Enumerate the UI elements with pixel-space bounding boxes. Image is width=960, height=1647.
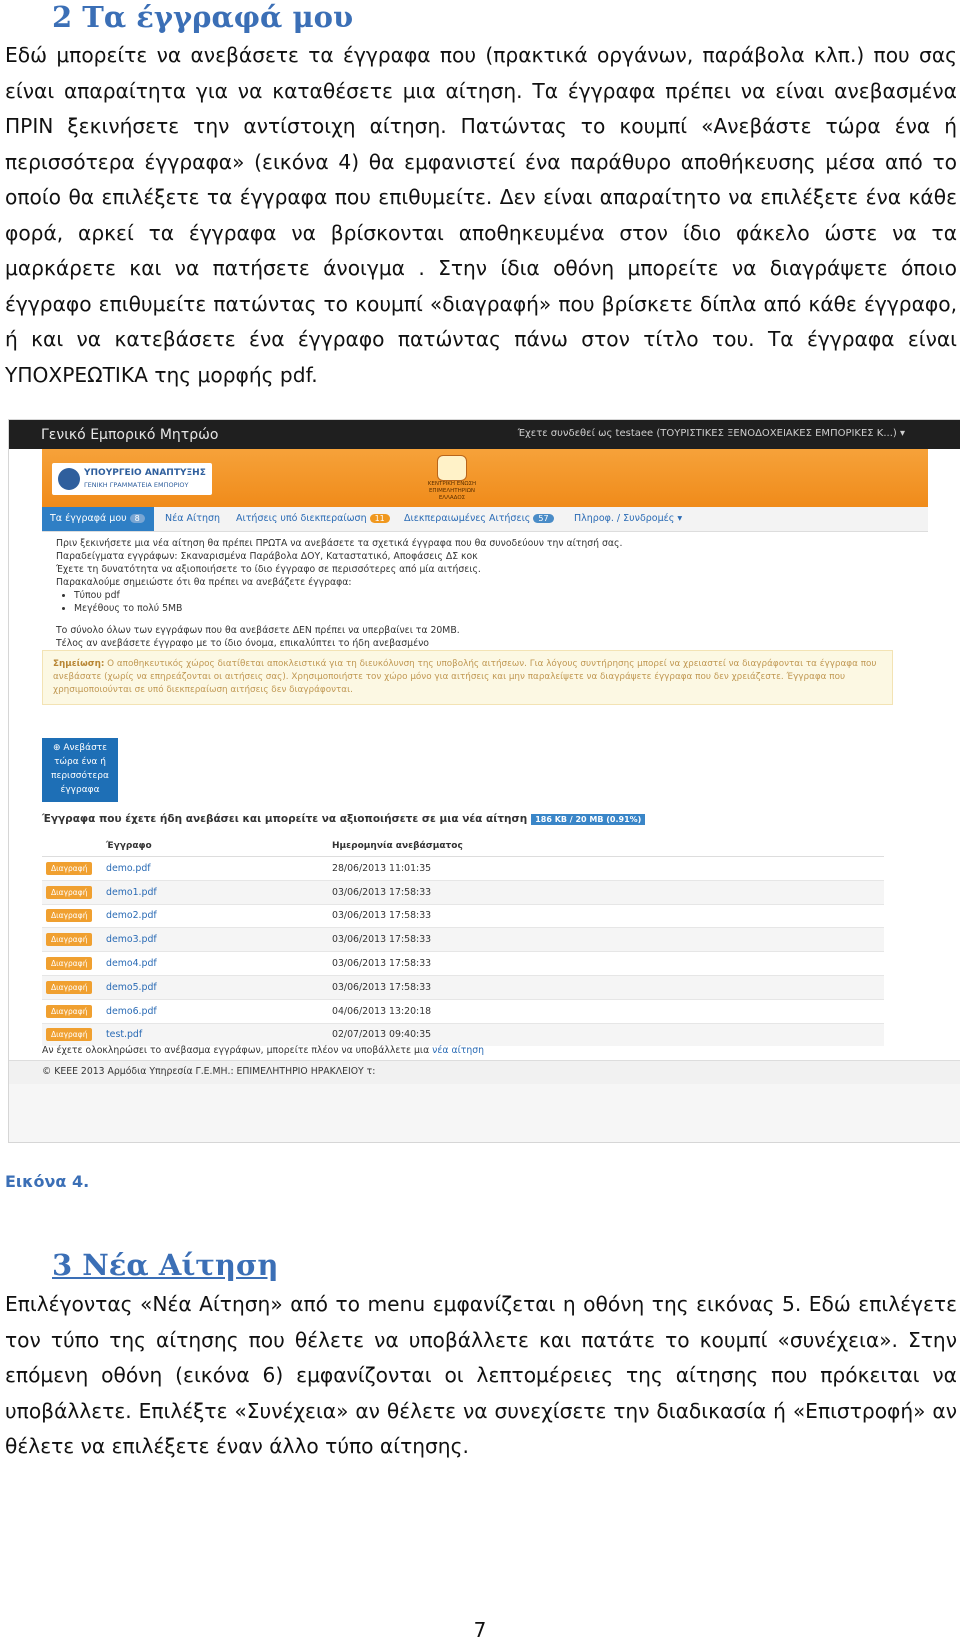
figure-4-screenshot xyxy=(8,419,960,1143)
ministry-logo xyxy=(52,463,212,495)
delete-button[interactable]: Διαγραφή xyxy=(46,862,92,875)
chamber-logo xyxy=(425,455,479,505)
requirements-list xyxy=(56,589,896,615)
tab-my-documents-label: Τα έγγραφά μου xyxy=(50,513,127,524)
info-line: Τέλος αν ανεβάσετε έγγραφο με το ίδιο όνομα, επικαλύπτει το ήδη ανεβασμένο xyxy=(56,638,429,649)
row-actions xyxy=(42,880,102,904)
notice-label: Σημείωση: xyxy=(53,659,105,669)
table-row xyxy=(42,952,884,976)
notice-text: Ο αποθηκευτικός χώρος διατίθεται αποκλειστικά για τη διευκόλυνση της υποβολής αιτήσεων. Για λόγους συντήρησης μπορεί να χρειαστεί να διαγράφονται τα έγγραφα που ανεβάσατε (χωρίς να επηρεάζονται οι αιτήσεις σας). Χρησιμοποιήστε τον χώρο μόνο για αιτήσεις και μην παραλείψετε να διαγράψετε έγγραφα που δεν χρειάζεστε. Έγγραφα που χρησιμοποιούνται σε υπό διεκπεραίωση αιτήσεις δεν διαγράφονται. xyxy=(53,659,877,695)
row-document xyxy=(102,1023,328,1046)
ministry-name: ΥΠΟΥΡΓΕΙΟ ΑΝΑΠΤΥΞΗΣ xyxy=(84,468,206,478)
section-3-paragraph: Επιλέγοντας «Νέα Αίτηση» από το menu εμφανίζεται η οθόνη της εικόνας 5. Εδώ επιλέγετε τον τύπο της αίτησης που θέλετε να υποβάλλετε και πατάτε το κουμπί «συνέχεια». Στην επόμενη οθόνη (εικόνα 6) εμφανίζονται οι λεπτομέρειες της αίτησης που πρόκειται να υποβάλλετε. Επιλέξτε «Συνέχεια» αν θέλετε να συνεχίσετε την διαδικασία ή «Επιστροφή» αν θέλετε να επιλέξετε έναν άλλο τύπο αίτησης. xyxy=(5,1292,957,1458)
row-upload-date: 03/06/2013 17:58:33 xyxy=(328,928,884,952)
table-row xyxy=(42,928,884,952)
document-link[interactable]: demo2.pdf xyxy=(106,910,157,922)
document-link[interactable]: demo4.pdf xyxy=(106,958,157,970)
storage-notice xyxy=(42,650,893,705)
header-banner xyxy=(42,449,928,507)
page-bottom-area xyxy=(9,1084,960,1142)
row-document xyxy=(102,904,328,928)
tab-info-subscriptions[interactable]: Πληροφ. / Συνδρομές ▾ xyxy=(574,513,683,524)
requirement-item: • Μεγέθους το πολύ 5MB xyxy=(74,602,896,615)
upload-instructions xyxy=(56,537,896,650)
delete-button[interactable]: Διαγραφή xyxy=(46,933,92,946)
tab-my-documents[interactable] xyxy=(42,507,154,531)
document-link[interactable]: demo3.pdf xyxy=(106,934,157,946)
next-step-text: Αν έχετε ολοκληρώσει το ανέβασμα εγγράφων, μπορείτε πλέον να υποβάλλετε μια xyxy=(42,1045,433,1056)
uploaded-documents-title-text: Έγγραφα που έχετε ήδη ανεβάσει και μπορείτε να αξιοποιήσετε σε μια νέα αίτηση xyxy=(42,813,528,825)
processed-count-badge: 57 xyxy=(533,514,553,523)
column-header-actions xyxy=(42,835,102,857)
table-row xyxy=(42,1023,884,1046)
tab-pending-label: Αιτήσεις υπό διεκπεραίωση xyxy=(236,513,367,524)
row-actions xyxy=(42,928,102,952)
column-header-document: Έγγραφο xyxy=(102,835,328,857)
row-actions xyxy=(42,999,102,1023)
row-upload-date: 28/06/2013 11:01:35 xyxy=(328,857,884,881)
row-actions xyxy=(42,904,102,928)
app-title[interactable]: Γενικό Εμπορικό Μητρώο xyxy=(41,427,219,443)
delete-button[interactable]: Διαγραφή xyxy=(46,886,92,899)
document-link[interactable]: demo1.pdf xyxy=(106,886,157,898)
info-line: Πριν ξεκινήσετε μια νέα αίτηση θα πρέπει ΠΡΩΤΑ να ανεβάσετε τα σχετικά έγγραφα που θα συνοδεύουν την αίτησή σας. xyxy=(56,538,623,549)
pending-count-badge: 11 xyxy=(370,514,390,523)
document-link[interactable]: demo6.pdf xyxy=(106,1005,157,1017)
tab-new-application[interactable]: Νέα Αίτηση xyxy=(165,513,221,524)
row-document xyxy=(102,857,328,881)
storage-usage-badge: 186 KB / 20 MB (0.91%) xyxy=(531,814,645,825)
section-3-heading: 3 Νέα Αίτηση xyxy=(52,1248,279,1282)
row-upload-date: 04/06/2013 13:20:18 xyxy=(328,999,884,1023)
row-upload-date: 02/07/2013 09:40:35 xyxy=(328,1023,884,1046)
row-actions xyxy=(42,857,102,881)
row-actions xyxy=(42,975,102,999)
app-footer xyxy=(9,1060,960,1085)
app-topbar xyxy=(9,420,960,449)
row-document xyxy=(102,928,328,952)
delete-button[interactable]: Διαγραφή xyxy=(46,1005,92,1018)
delete-button[interactable]: Διαγραφή xyxy=(46,909,92,922)
row-upload-date: 03/06/2013 17:58:33 xyxy=(328,952,884,976)
row-document xyxy=(102,975,328,999)
delete-button[interactable]: Διαγραφή xyxy=(46,957,92,970)
row-document xyxy=(102,952,328,976)
tab-processed-applications[interactable] xyxy=(404,513,554,524)
table-row xyxy=(42,975,884,999)
upload-documents-button[interactable]: ⊕ Ανεβάστε τώρα ένα ή περισσότερα έγγραφα xyxy=(42,738,118,802)
uploaded-documents-title xyxy=(42,813,645,825)
row-document xyxy=(102,999,328,1023)
row-upload-date: 03/06/2013 17:58:33 xyxy=(328,880,884,904)
row-document xyxy=(102,880,328,904)
table-row xyxy=(42,904,884,928)
delete-button[interactable]: Διαγραφή xyxy=(46,981,92,994)
greek-emblem-icon xyxy=(58,468,80,490)
document-link[interactable]: test.pdf xyxy=(106,1029,143,1041)
table-row xyxy=(42,999,884,1023)
documents-table xyxy=(42,835,884,1046)
row-upload-date: 03/06/2013 17:58:33 xyxy=(328,975,884,999)
document-link[interactable]: demo.pdf xyxy=(106,862,151,874)
row-actions xyxy=(42,1023,102,1046)
info-line: Παραδείγματα εγγράφων: Σκαναρισμένα Παράβολα ΔΟΥ, Καταστατικό, Αποφάσεις ΔΣ κοκ xyxy=(56,551,478,562)
next-step-hint xyxy=(42,1045,484,1056)
tab-pending-applications[interactable] xyxy=(236,513,390,524)
ministry-subtitle: ΓΕΝΙΚΗ ΓΡΑΜΜΑΤΕΙΑ ΕΜΠΟΡΙΟΥ xyxy=(84,481,189,489)
column-header-upload-date: Ημερομηνία ανεβάσματος xyxy=(328,835,884,857)
new-application-link[interactable]: νέα αίτηση xyxy=(432,1045,485,1056)
document-link[interactable]: demo5.pdf xyxy=(106,981,157,993)
delete-button[interactable]: Διαγραφή xyxy=(46,1028,92,1041)
tab-processed-label: Διεκπεραιωμένες Αιτήσεις xyxy=(404,513,531,524)
info-line: Παρακαλούμε σημειώστε ότι θα πρέπει να ανεβάζετε έγγραφα: xyxy=(56,577,352,588)
chamber-emblem-icon xyxy=(437,455,467,481)
figure-caption: Εικόνα 4. xyxy=(5,1172,90,1191)
row-upload-date: 03/06/2013 17:58:33 xyxy=(328,904,884,928)
user-menu[interactable]: Έχετε συνδεθεί ως testaee (ΤΟΥΡΙΣΤΙΚΕΣ ΞΕΝΟΔΟΧΕΙΑΚΕΣ ΕΜΠΟΡΙΚΕΣ Κ...) ▾ xyxy=(517,428,905,439)
main-nav xyxy=(42,507,928,532)
my-docs-count-badge: 8 xyxy=(130,514,145,523)
table-row xyxy=(42,857,884,881)
row-actions xyxy=(42,952,102,976)
section-2-paragraph: Εδώ μπορείτε να ανεβάσετε τα έγγραφα που (πρακτικά οργάνων, παράβολα κλπ.) που σας είναι απαραίτητα για να καταθέσετε μια αίτηση. Τα έγγραφα πρέπει να είναι ανεβασμένα ΠΡΙΝ ξεκινήσετε την αντίστοιχη αίτηση. Πατώντας το κουμπί «Ανεβάστε τώρα ένα ή περισσότερα έγγραφα» (εικόνα 4) θα εμφανιστεί ένα παράθυρο αποθήκευσης μέσα από το οποίο θα επιλέξετε τα έγγραφα που επιθυμείτε. Δεν είναι απαραίτητο να επιλέξετε ένα κάθε φορά, αρκεί τα έγγραφα να βρίσκονται αποθηκευμένα στον ίδιο φάκελο ώστε να τα μαρκάρετε και να πατήσετε άνοιγμα . Στην ίδια οθόνη μπορείτε να διαγράψετε όποιο έγγραφο επιθυμείτε πατώντας το κουμπί «διαγραφή» που βρίσκετε δίπλα από κάθε έγγραφο, ή και να κατεβάσετε ένα έγγραφο πατώντας πάνω στον τίτλο του. Τα έγγραφα είναι ΥΠΟΧΡΕΩΤΙΚΑ της μορφής pdf. xyxy=(5,43,957,387)
page-number: 7 xyxy=(473,1618,487,1642)
footer-text: © ΚΕΕΕ 2013 Αρμόδια Υπηρεσία Γ.Ε.ΜΗ.: ΕΠΙΜΕΛΗΤΗΡΙΟ ΗΡΑΚΛΕΙΟΥ τ: xyxy=(42,1066,376,1077)
requirement-item: • Τύπου pdf xyxy=(74,589,896,602)
chamber-logo-text: ΚΕΝΤΡΙΚΗ ΕΝΩΣΗ ΕΠΙΜΕΛΗΤΗΡΙΩΝ ΕΛΛΑΔΟΣ xyxy=(427,481,477,501)
info-line: Έχετε τη δυνατότητα να αξιοποιήσετε το ίδιο έγγραφο σε περισσότερες από μία αιτήσεις. xyxy=(56,564,481,575)
table-row xyxy=(42,880,884,904)
section-2-heading: 2 Τα έγγραφά μου xyxy=(52,0,354,34)
info-line: Το σύνολο όλων των εγγράφων που θα ανεβάσετε ΔΕΝ πρέπει να υπερβαίνει τα 20MB. xyxy=(56,625,460,636)
